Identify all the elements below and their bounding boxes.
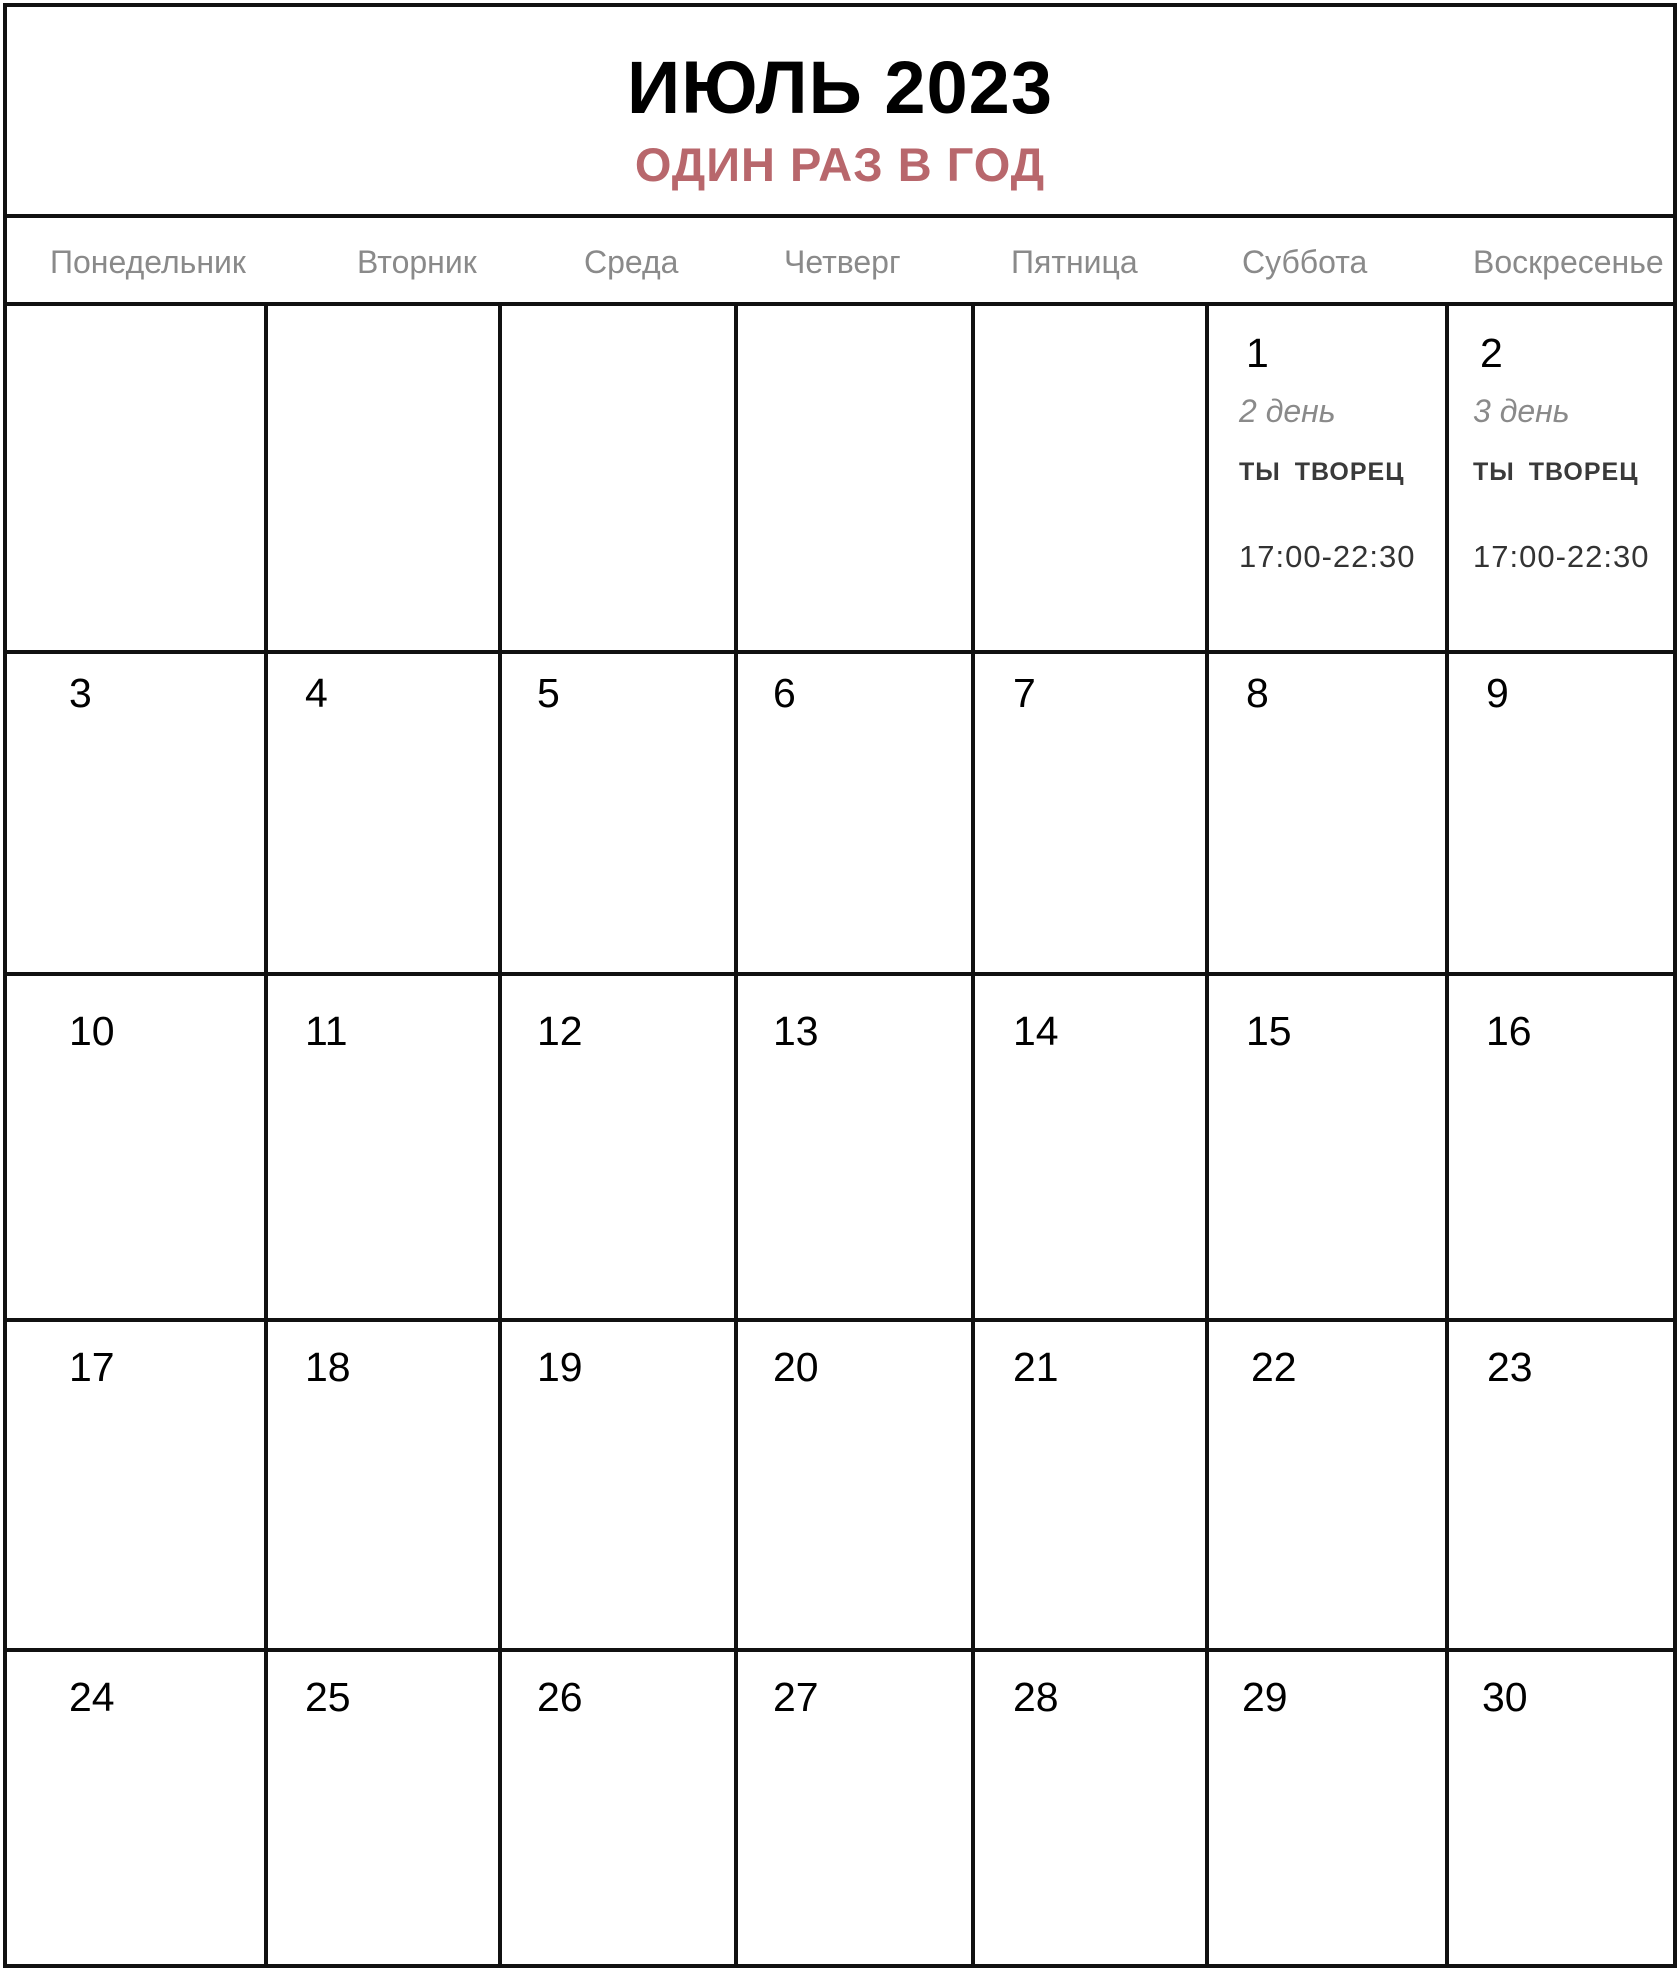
day-cell[interactable]	[7, 654, 268, 976]
event-day-label: 3 день	[1473, 393, 1570, 429]
day-number: 17	[69, 1344, 115, 1390]
day-cell[interactable]	[7, 1322, 268, 1652]
day-cell[interactable]	[502, 306, 738, 654]
day-cell[interactable]	[268, 306, 502, 654]
day-cell[interactable]	[1449, 976, 1677, 1322]
calendar-grid	[7, 306, 1673, 1968]
day-cell[interactable]	[738, 654, 975, 976]
day-cell[interactable]	[7, 306, 268, 654]
day-cell[interactable]	[1209, 306, 1449, 654]
event-time: 17:00-22:30	[1473, 539, 1650, 574]
weekday-label: Понедельник	[50, 244, 246, 280]
day-number: 16	[1486, 1008, 1532, 1054]
day-cell[interactable]	[502, 1322, 738, 1652]
day-cell[interactable]	[1209, 976, 1449, 1322]
day-number: 12	[537, 1008, 583, 1054]
day-number: 23	[1487, 1344, 1533, 1390]
weekday-label: Суббота	[1242, 244, 1368, 280]
day-number: 13	[773, 1008, 819, 1054]
day-number: 15	[1246, 1008, 1292, 1054]
day-number: 19	[537, 1344, 583, 1390]
day-number: 21	[1013, 1344, 1059, 1390]
day-number: 10	[69, 1008, 115, 1054]
day-cell[interactable]	[975, 654, 1209, 976]
weekday-label: Воскресенье	[1473, 244, 1664, 280]
weekday-label: Пятница	[1011, 244, 1138, 280]
day-number: 14	[1013, 1008, 1059, 1054]
day-cell[interactable]	[1209, 654, 1449, 976]
day-cell[interactable]	[738, 1322, 975, 1652]
day-cell[interactable]	[1449, 1322, 1677, 1652]
day-number: 3	[69, 670, 92, 716]
event-time: 17:00-22:30	[1239, 539, 1416, 574]
day-cell[interactable]	[502, 654, 738, 976]
day-cell[interactable]	[738, 1652, 975, 1968]
day-number: 2	[1480, 330, 1503, 376]
day-cell[interactable]	[738, 976, 975, 1322]
month-title: ИЮЛЬ 2023	[627, 46, 1053, 129]
day-cell[interactable]	[1449, 306, 1677, 654]
weekday-label: Вторник	[357, 244, 477, 280]
weekday-label: Среда	[584, 244, 679, 280]
day-cell[interactable]	[975, 976, 1209, 1322]
day-cell[interactable]	[502, 1652, 738, 1968]
day-number: 11	[305, 1008, 348, 1054]
day-cell[interactable]	[502, 976, 738, 1322]
day-cell[interactable]	[268, 976, 502, 1322]
day-cell[interactable]	[7, 976, 268, 1322]
day-number: 27	[773, 1674, 819, 1720]
day-cell[interactable]	[1449, 1652, 1677, 1968]
day-cell[interactable]	[975, 306, 1209, 654]
day-cell[interactable]	[1209, 1322, 1449, 1652]
calendar-subtitle: ОДИН РАЗ В ГОД	[634, 138, 1046, 191]
day-number: 30	[1482, 1674, 1528, 1720]
day-number: 26	[537, 1674, 583, 1720]
day-number: 28	[1013, 1674, 1059, 1720]
day-number: 22	[1251, 1344, 1297, 1390]
weekday-label: Четверг	[784, 244, 901, 280]
day-number: 20	[773, 1344, 819, 1390]
day-cell[interactable]	[975, 1322, 1209, 1652]
event-name: ТЫ ТВОРЕЦ	[1239, 458, 1405, 486]
day-cell[interactable]	[268, 654, 502, 976]
day-number: 1	[1246, 330, 1269, 376]
day-number: 6	[773, 670, 796, 716]
day-cell[interactable]	[975, 1652, 1209, 1968]
weekday-header-row	[7, 218, 1673, 306]
day-number: 5	[537, 670, 560, 716]
day-number: 4	[305, 670, 328, 716]
day-number: 29	[1242, 1674, 1288, 1720]
calendar-frame	[3, 3, 1677, 1968]
day-cell[interactable]	[268, 1322, 502, 1652]
event-day-label: 2 день	[1239, 393, 1336, 429]
day-cell[interactable]	[268, 1652, 502, 1968]
event-name: ТЫ ТВОРЕЦ	[1473, 458, 1639, 486]
day-number: 18	[305, 1344, 351, 1390]
day-cell[interactable]	[7, 1652, 268, 1968]
day-number: 25	[305, 1674, 351, 1720]
day-cell[interactable]	[1449, 654, 1677, 976]
calendar-header	[7, 7, 1673, 218]
day-cell[interactable]	[1209, 1652, 1449, 1968]
day-cell[interactable]	[738, 306, 975, 654]
day-number: 9	[1486, 670, 1509, 716]
day-number: 7	[1013, 670, 1036, 716]
day-number: 24	[69, 1674, 115, 1720]
day-number: 8	[1246, 670, 1269, 716]
